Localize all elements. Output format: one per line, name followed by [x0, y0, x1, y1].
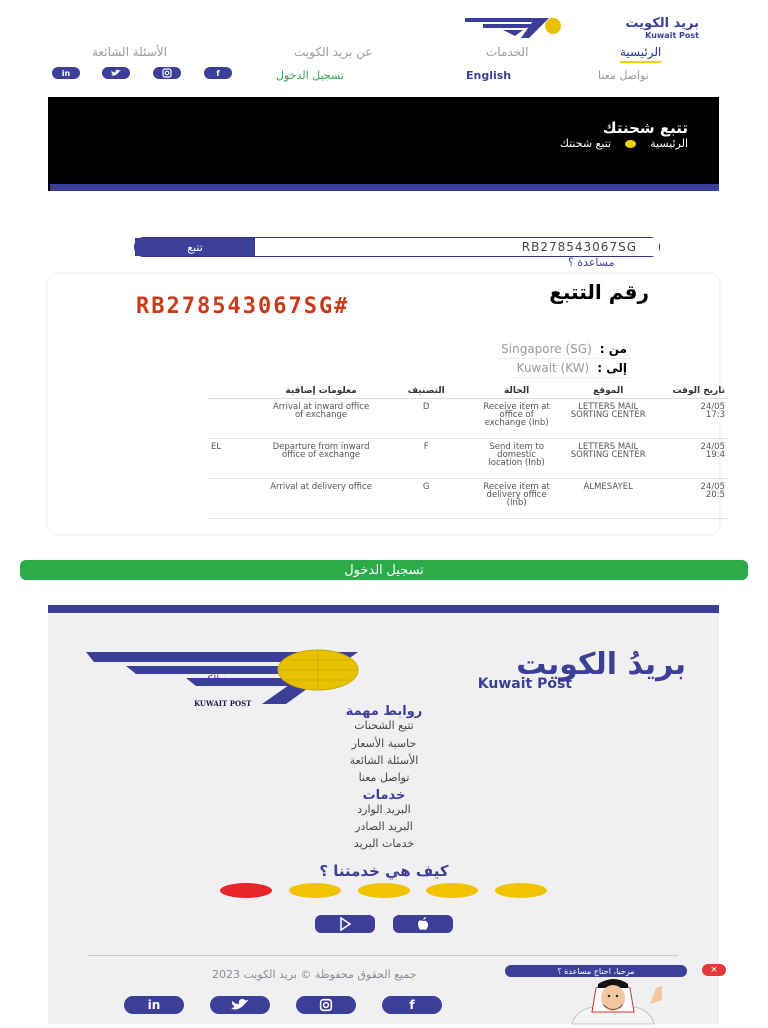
twitter-icon[interactable]: [210, 996, 270, 1014]
col-info: معلومات إضافية: [267, 385, 376, 399]
destination-value: Kuwait (KW): [516, 361, 590, 375]
footer-divider: [88, 955, 678, 956]
row-date: 24/05: [700, 442, 725, 452]
svg-text:بريد الكويت: بريد الكويت: [190, 674, 239, 685]
twitter-icon[interactable]: [102, 67, 130, 79]
table-header-row: [208, 385, 728, 399]
footer-link-calculator[interactable]: حاسبة الأسعار: [351, 737, 417, 750]
login-link[interactable]: تسجيل الدخول: [276, 69, 344, 82]
login-button[interactable]: تسجيل الدخول: [20, 560, 748, 580]
col-status: الحالة: [477, 385, 556, 399]
row-location: LETTERS MAIL SORTING CENTER: [556, 399, 660, 439]
table-row: [208, 399, 728, 439]
events-table: [208, 385, 728, 519]
breadcrumb-current: تتبع شحنتك: [559, 137, 612, 150]
copyright-text: جميع الحقوق محفوظة © بريد الكويت 2023: [212, 968, 417, 981]
row-time: 20:5: [705, 490, 725, 500]
good-emoji-icon[interactable]: [426, 883, 478, 898]
origin-value: Singapore (SG): [501, 342, 592, 356]
banner-strip: [50, 184, 719, 191]
table-row: [208, 479, 728, 519]
tracking-search: [134, 237, 660, 257]
row-extra: [208, 479, 267, 519]
footer-link-contact[interactable]: تواصل معنا: [358, 771, 410, 784]
col-class: التصنيف: [375, 385, 477, 399]
footer-service-mail[interactable]: خدمات البريد: [353, 837, 415, 850]
row-time: 17:3: [705, 410, 725, 420]
row-info: Departure from inward office of exchange: [267, 439, 376, 479]
apple-store-icon[interactable]: [393, 915, 453, 933]
row-date: 24/05: [700, 402, 725, 412]
table-row: [208, 439, 728, 479]
tracking-input[interactable]: [255, 238, 659, 256]
assistant-avatar-icon[interactable]: [566, 978, 670, 1024]
origin-label: من :: [599, 342, 627, 356]
breadcrumb: [560, 137, 688, 150]
google-play-icon[interactable]: [315, 915, 375, 933]
tracking-title: رقم التتبع: [549, 280, 649, 304]
events-table-viewport[interactable]: [211, 385, 725, 525]
breadcrumb-home[interactable]: الرئيسية: [650, 137, 688, 150]
neutral-emoji-icon[interactable]: [358, 883, 410, 898]
links-heading: روابط مهمة: [345, 704, 423, 719]
tracking-number: RB278543067SG#: [136, 294, 350, 319]
row-extra: EL: [208, 439, 267, 479]
nav-home[interactable]: الرئيسية: [620, 45, 662, 59]
svg-text:بريد الكويت: بريد الكويت: [625, 16, 699, 31]
page-banner: [48, 97, 719, 191]
facebook-icon[interactable]: f: [382, 996, 442, 1014]
row-info: Arrival at inward office of exchange: [267, 399, 376, 439]
row-date: 24/05: [700, 482, 725, 492]
footer-logo-caption: KUWAIT POST: [194, 699, 252, 708]
nav-services[interactable]: الخدمات: [486, 45, 529, 59]
footer-service-outbound[interactable]: البريد الصادر: [355, 820, 413, 833]
row-time: 19:4: [705, 450, 725, 460]
english-link[interactable]: English: [466, 69, 512, 82]
close-icon[interactable]: ×: [702, 964, 726, 976]
tracking-card: [48, 274, 725, 534]
row-info: Arrival at delivery office: [267, 479, 376, 519]
help-link[interactable]: مساعدة ؟: [568, 256, 615, 269]
nav-about[interactable]: عن بريد الكويت: [294, 45, 373, 59]
footer-logo-en: Kuwait Post: [477, 676, 572, 692]
nav-faq[interactable]: الأسئلة الشائعة: [92, 45, 167, 59]
track-button[interactable]: تتبع: [135, 238, 255, 256]
row-class: F: [375, 439, 477, 479]
col-extra: [208, 385, 267, 399]
instagram-icon[interactable]: [296, 996, 356, 1014]
col-location: الموقع: [556, 385, 660, 399]
svg-text:Kuwait Post: Kuwait Post: [645, 31, 699, 40]
row-location: LETTERS MAIL SORTING CENTER: [556, 439, 660, 479]
feedback-heading: كيف هي خدمتنا ؟: [319, 862, 449, 880]
facebook-icon[interactable]: f: [204, 67, 232, 79]
services-heading: خدمات: [362, 788, 406, 803]
banner-title: تتبع شحنتك: [602, 119, 688, 137]
origin-row: [497, 340, 631, 359]
destination-label: إلى :: [597, 361, 627, 375]
footer-service-inbound[interactable]: البريد الوارد: [357, 803, 411, 816]
footer-logo[interactable]: [86, 648, 686, 708]
row-status: Send item to domestic location (Inb): [477, 439, 556, 479]
row-class: D: [375, 399, 477, 439]
row-status: Receive item at office of exchange (Inb): [477, 399, 556, 439]
row-class: G: [375, 479, 477, 519]
contact-link[interactable]: تواصل معنا: [598, 69, 649, 82]
footer-link-tracking[interactable]: تتبع الشحنات: [354, 719, 414, 732]
destination-row: [513, 359, 631, 378]
bad-emoji-icon[interactable]: [289, 883, 341, 898]
row-location: ALMESAYEL: [556, 479, 660, 519]
footer-logo-ar: بريدُ الكويت: [516, 647, 686, 682]
footer-strip: [48, 605, 719, 613]
col-date: تاريخ الوقت: [660, 385, 728, 399]
footer-link-faq[interactable]: الأسئلة الشائعة: [349, 754, 419, 767]
breadcrumb-dot-icon: [625, 140, 636, 148]
linkedin-icon[interactable]: in: [52, 67, 80, 79]
instagram-icon[interactable]: [153, 67, 181, 79]
very-bad-emoji-icon[interactable]: [220, 883, 272, 898]
header-logo[interactable]: [463, 14, 699, 40]
help-chat-bubble[interactable]: مرحبا، احتاج مساعدة ؟: [505, 965, 687, 977]
linkedin-icon[interactable]: in: [124, 996, 184, 1014]
row-status: Receive item at delivery office (Inb): [477, 479, 556, 519]
row-extra: [208, 399, 267, 439]
excellent-emoji-icon[interactable]: [495, 883, 547, 898]
